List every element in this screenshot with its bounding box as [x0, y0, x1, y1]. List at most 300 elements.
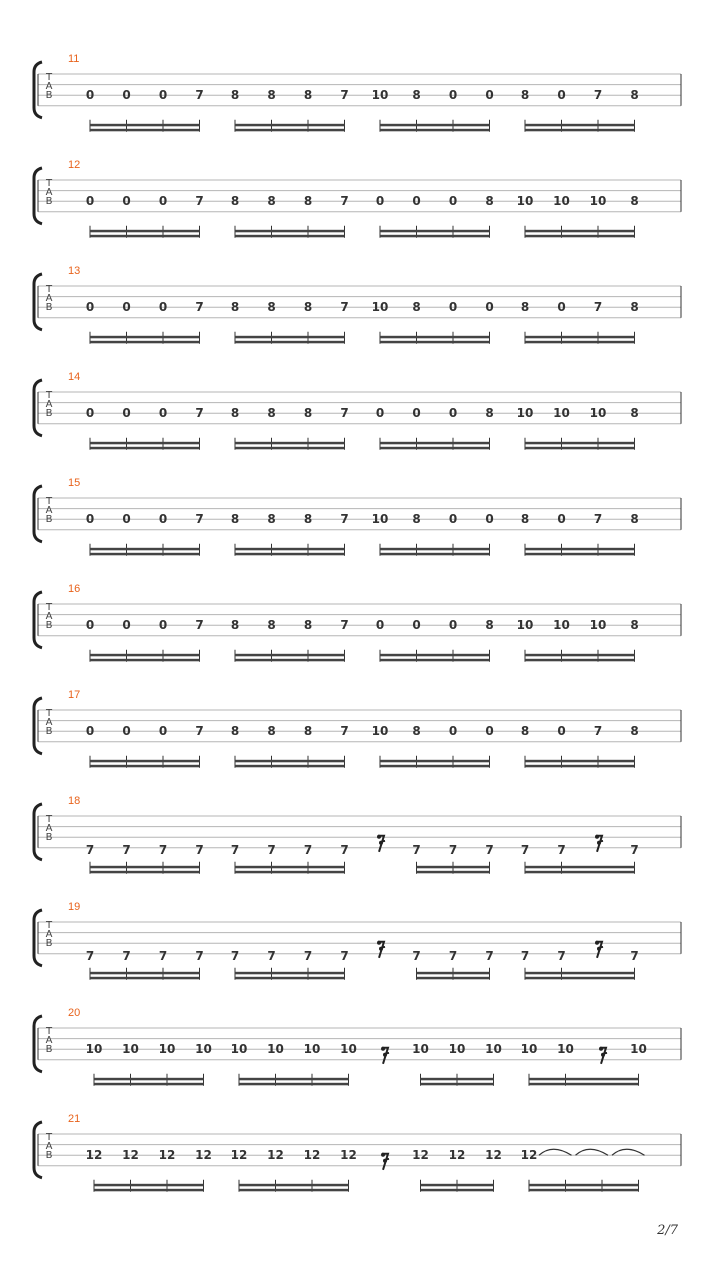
- beam-primary: [235, 129, 345, 132]
- fret-number: 7: [267, 948, 276, 963]
- beam-secondary: [525, 230, 635, 233]
- rest-dot: [597, 947, 601, 951]
- fret-number: 8: [412, 512, 421, 527]
- fret-number: 8: [267, 300, 276, 315]
- rest-dot: [595, 941, 599, 945]
- fret-number: 7: [195, 88, 204, 103]
- fret-number: 7: [630, 842, 639, 857]
- beam-primary: [525, 341, 635, 344]
- tie-arc: [539, 1149, 572, 1155]
- fret-number: 7: [195, 618, 204, 633]
- fret-number: 7: [267, 842, 276, 857]
- measure-number: 15: [68, 477, 81, 489]
- fret-number: 8: [630, 724, 639, 739]
- fret-number: 0: [122, 194, 131, 209]
- fret-number: 8: [230, 88, 240, 103]
- tab-clef-letter: B: [45, 832, 53, 843]
- fret-number: 7: [340, 406, 349, 421]
- fret-number: 10: [158, 1042, 176, 1057]
- beam-primary: [380, 659, 490, 662]
- fret-number: 0: [485, 300, 494, 315]
- fret-number: 0: [448, 88, 458, 103]
- beam-secondary: [90, 972, 200, 975]
- beam-primary: [235, 977, 345, 980]
- fret-number: 8: [230, 618, 240, 633]
- fret-number: 0: [122, 618, 131, 633]
- tab-system: [34, 1007, 681, 1086]
- beam-primary: [235, 871, 345, 874]
- tab-clef-letter: T: [45, 72, 53, 83]
- tab-system: [34, 795, 681, 874]
- fret-number: 0: [375, 406, 385, 421]
- beam-secondary: [380, 442, 490, 445]
- fret-number: 10: [303, 1042, 321, 1057]
- tab-system: [34, 477, 681, 556]
- tab-systems: [34, 53, 681, 1192]
- beam-primary: [525, 977, 635, 980]
- tab-clef-letter: T: [45, 496, 53, 507]
- beam-secondary: [525, 972, 635, 975]
- fret-number: 7: [195, 194, 204, 209]
- fret-number: 0: [448, 300, 458, 315]
- beam-primary: [417, 977, 490, 980]
- tab-clef-letter: T: [45, 178, 53, 189]
- tab-system: [34, 1113, 681, 1192]
- fret-number: 8: [485, 618, 494, 633]
- fret-number: 8: [303, 724, 313, 739]
- fret-number: 10: [371, 300, 389, 315]
- fret-number: 7: [195, 300, 204, 315]
- fret-number: 0: [412, 194, 421, 209]
- fret-number: 0: [122, 406, 131, 421]
- fret-number: 7: [195, 842, 204, 857]
- rest-dot: [595, 835, 599, 839]
- fret-number: 0: [158, 88, 168, 103]
- fret-number: 7: [195, 948, 204, 963]
- tie-arc: [612, 1149, 645, 1155]
- fret-number: 10: [589, 194, 607, 209]
- fret-number: 10: [340, 1042, 357, 1057]
- tab-system: [34, 53, 681, 132]
- fret-number: 8: [267, 194, 276, 209]
- fret-number: 8: [412, 300, 421, 315]
- fret-number: 8: [267, 512, 276, 527]
- fret-number: 0: [448, 406, 458, 421]
- fret-number: 7: [593, 724, 603, 739]
- beam-primary: [90, 235, 200, 238]
- fret-number: 10: [553, 194, 570, 209]
- beam-secondary: [235, 760, 345, 763]
- beam-secondary: [90, 230, 200, 233]
- fret-number: 12: [303, 1148, 321, 1163]
- fret-number: 0: [122, 88, 131, 103]
- beam-secondary: [90, 124, 200, 127]
- beam-primary: [380, 447, 490, 450]
- fret-number: 10: [371, 88, 389, 103]
- tab-system: [34, 159, 681, 238]
- tab-clef-letter: T: [45, 708, 53, 719]
- fret-number: 7: [158, 948, 168, 963]
- fret-number: 7: [122, 842, 131, 857]
- beam-secondary: [529, 1078, 639, 1081]
- beam-primary: [90, 659, 200, 662]
- beam-secondary: [235, 230, 345, 233]
- fret-number: 10: [267, 1042, 284, 1057]
- fret-number: 12: [122, 1148, 139, 1163]
- fret-number: 7: [593, 512, 603, 527]
- beam-secondary: [525, 548, 635, 551]
- fret-number: 7: [340, 300, 349, 315]
- fret-number: 8: [230, 300, 240, 315]
- fret-number: 10: [553, 406, 570, 421]
- measure-number: 13: [68, 265, 81, 277]
- fret-number: 0: [557, 300, 566, 315]
- fret-number: 10: [371, 724, 389, 739]
- fret-number: 7: [158, 842, 168, 857]
- fret-number: 7: [230, 948, 240, 963]
- fret-number: 0: [85, 300, 95, 315]
- fret-number: 8: [630, 618, 639, 633]
- beam-primary: [525, 129, 635, 132]
- fret-number: 8: [230, 724, 240, 739]
- beam-secondary: [529, 1184, 639, 1187]
- tab-clef-letter: A: [45, 1141, 53, 1152]
- fret-number: 0: [85, 618, 95, 633]
- tab-clef-letter: B: [45, 408, 53, 419]
- fret-number: 8: [303, 512, 313, 527]
- fret-number: 0: [375, 194, 385, 209]
- fret-number: 10: [630, 1042, 647, 1057]
- fret-number: 0: [158, 406, 168, 421]
- tab-system: [34, 583, 681, 662]
- measure-number: 14: [68, 371, 81, 383]
- fret-number: 7: [520, 842, 530, 857]
- tab-clef-letter: B: [45, 90, 53, 101]
- rest-dot: [597, 841, 601, 845]
- beam-secondary: [90, 548, 200, 551]
- measure-number: 20: [68, 1007, 81, 1019]
- fret-number: 8: [630, 88, 639, 103]
- beam-secondary: [239, 1078, 349, 1081]
- fret-number: 8: [630, 194, 639, 209]
- fret-number: 0: [158, 512, 168, 527]
- tab-clef-letter: A: [45, 929, 53, 940]
- fret-number: 0: [557, 724, 566, 739]
- fret-number: 0: [122, 300, 131, 315]
- measure-number: 18: [68, 795, 81, 807]
- fret-number: 8: [520, 724, 530, 739]
- fret-number: 7: [520, 948, 530, 963]
- fret-number: 7: [557, 842, 566, 857]
- tab-system: [34, 371, 681, 450]
- fret-number: 0: [485, 724, 494, 739]
- beam-secondary: [525, 442, 635, 445]
- fret-number: 8: [520, 300, 530, 315]
- tab-clef-letter: B: [45, 196, 53, 207]
- beam-primary: [90, 977, 200, 980]
- fret-number: 10: [371, 512, 389, 527]
- fret-number: 12: [230, 1148, 248, 1163]
- beam-secondary: [90, 866, 200, 869]
- fret-number: 10: [122, 1042, 139, 1057]
- beam-secondary: [239, 1184, 349, 1187]
- beam-secondary: [94, 1078, 204, 1081]
- beam-primary: [525, 235, 635, 238]
- fret-number: 0: [448, 512, 458, 527]
- measure-number: 16: [68, 583, 81, 595]
- fret-number: 10: [516, 618, 534, 633]
- beam-primary: [380, 235, 490, 238]
- fret-number: 0: [375, 618, 385, 633]
- beam-primary: [239, 1083, 349, 1086]
- fret-number: 7: [340, 724, 349, 739]
- tab-system: [34, 265, 681, 344]
- beam-secondary: [90, 336, 200, 339]
- tab-clef-letter: T: [45, 1026, 53, 1037]
- tab-clef-letter: A: [45, 293, 53, 304]
- measure-number: 12: [68, 159, 81, 171]
- fret-number: 8: [412, 88, 421, 103]
- fret-number: 7: [412, 948, 421, 963]
- beam-secondary: [380, 654, 490, 657]
- tab-clef-letter: A: [45, 399, 53, 410]
- beam-secondary: [525, 124, 635, 127]
- beam-secondary: [90, 654, 200, 657]
- beam-primary: [380, 341, 490, 344]
- fret-number: 7: [340, 618, 349, 633]
- fret-number: 12: [85, 1148, 103, 1163]
- beam-secondary: [525, 336, 635, 339]
- beam-secondary: [380, 548, 490, 551]
- tab-clef-letter: T: [45, 920, 53, 931]
- fret-number: 10: [516, 406, 534, 421]
- fret-number: 0: [485, 512, 494, 527]
- fret-number: 0: [448, 618, 458, 633]
- fret-number: 12: [412, 1148, 429, 1163]
- fret-number: 12: [340, 1148, 357, 1163]
- beam-primary: [90, 447, 200, 450]
- fret-number: 10: [589, 406, 607, 421]
- beam-primary: [235, 553, 345, 556]
- fret-number: 0: [158, 618, 168, 633]
- beam-secondary: [421, 1078, 494, 1081]
- beam-secondary: [525, 760, 635, 763]
- fret-number: 0: [557, 512, 566, 527]
- fret-number: 10: [448, 1042, 466, 1057]
- fret-number: 7: [412, 842, 421, 857]
- fret-number: 7: [448, 842, 458, 857]
- fret-number: 8: [230, 194, 240, 209]
- fret-number: 7: [122, 948, 131, 963]
- fret-number: 7: [557, 948, 566, 963]
- beam-primary: [525, 553, 635, 556]
- tab-clef-letter: A: [45, 187, 53, 198]
- fret-number: 8: [412, 724, 421, 739]
- beam-primary: [235, 447, 345, 450]
- beam-secondary: [380, 760, 490, 763]
- fret-number: 7: [340, 512, 349, 527]
- beam-primary: [94, 1189, 204, 1192]
- fret-number: 0: [85, 512, 95, 527]
- measure-number: 17: [68, 689, 81, 701]
- beam-primary: [90, 129, 200, 132]
- fret-number: 0: [122, 724, 131, 739]
- fret-number: 12: [485, 1148, 502, 1163]
- fret-number: 7: [303, 948, 313, 963]
- beam-secondary: [525, 654, 635, 657]
- tab-clef-letter: A: [45, 81, 53, 92]
- beam-secondary: [525, 866, 635, 869]
- rest-dot: [381, 1153, 385, 1157]
- fret-number: 12: [195, 1148, 212, 1163]
- fret-number: 7: [485, 842, 494, 857]
- fret-number: 7: [195, 724, 204, 739]
- rest-dot: [381, 1047, 385, 1051]
- beam-secondary: [235, 548, 345, 551]
- fret-number: 10: [520, 1042, 538, 1057]
- rest-dot: [383, 1053, 387, 1057]
- fret-number: 7: [340, 88, 349, 103]
- fret-number: 10: [485, 1042, 502, 1057]
- beam-secondary: [235, 972, 345, 975]
- fret-number: 8: [230, 512, 240, 527]
- beam-primary: [239, 1189, 349, 1192]
- fret-number: 0: [412, 618, 421, 633]
- tab-clef-letter: T: [45, 814, 53, 825]
- fret-number: 7: [630, 948, 639, 963]
- beam-primary: [94, 1083, 204, 1086]
- tab-clef-letter: B: [45, 938, 53, 949]
- tab-clef-letter: T: [45, 284, 53, 295]
- beam-primary: [421, 1189, 494, 1192]
- tab-clef-letter: T: [45, 602, 53, 613]
- fret-number: 7: [303, 842, 313, 857]
- fret-number: 8: [267, 724, 276, 739]
- fret-number: 0: [158, 724, 168, 739]
- tab-clef-letter: A: [45, 1035, 53, 1046]
- fret-number: 10: [195, 1042, 212, 1057]
- measure-number: 19: [68, 901, 81, 913]
- beam-primary: [529, 1189, 639, 1192]
- rest-dot: [383, 1159, 387, 1163]
- beam-secondary: [90, 442, 200, 445]
- beam-secondary: [380, 124, 490, 127]
- rest-dot: [379, 947, 383, 951]
- tab-clef-letter: B: [45, 514, 53, 525]
- beam-primary: [421, 1083, 494, 1086]
- beam-primary: [380, 765, 490, 768]
- beam-primary: [235, 765, 345, 768]
- fret-number: 0: [85, 406, 95, 421]
- tie-arc: [576, 1149, 609, 1155]
- beam-primary: [529, 1083, 639, 1086]
- beam-secondary: [235, 336, 345, 339]
- fret-number: 8: [267, 88, 276, 103]
- fret-number: 7: [195, 512, 204, 527]
- fret-number: 8: [630, 406, 639, 421]
- beam-secondary: [417, 866, 490, 869]
- beam-secondary: [235, 124, 345, 127]
- page-number: 2/7: [657, 1223, 678, 1238]
- fret-number: 10: [230, 1042, 248, 1057]
- beam-primary: [235, 341, 345, 344]
- fret-number: 0: [557, 88, 566, 103]
- fret-number: 7: [195, 406, 204, 421]
- beam-primary: [90, 341, 200, 344]
- beam-secondary: [417, 972, 490, 975]
- beam-primary: [525, 659, 635, 662]
- fret-number: 8: [485, 194, 494, 209]
- beam-secondary: [235, 442, 345, 445]
- fret-number: 0: [485, 88, 494, 103]
- fret-number: 7: [448, 948, 458, 963]
- fret-number: 8: [630, 300, 639, 315]
- fret-number: 8: [230, 406, 240, 421]
- fret-number: 0: [448, 194, 458, 209]
- beam-secondary: [94, 1184, 204, 1187]
- beam-primary: [380, 129, 490, 132]
- beam-secondary: [90, 760, 200, 763]
- tab-system: [34, 689, 681, 768]
- fret-number: 0: [85, 194, 95, 209]
- measure-number: 21: [68, 1113, 81, 1125]
- fret-number: 8: [485, 406, 494, 421]
- rest-dot: [377, 941, 381, 945]
- tab-system: [34, 901, 681, 980]
- fret-number: 0: [122, 512, 131, 527]
- fret-number: 8: [303, 406, 313, 421]
- fret-number: 7: [85, 842, 95, 857]
- beam-primary: [235, 659, 345, 662]
- fret-number: 10: [553, 618, 570, 633]
- fret-number: 7: [230, 842, 240, 857]
- beam-primary: [235, 235, 345, 238]
- beam-primary: [90, 765, 200, 768]
- fret-number: 0: [448, 724, 458, 739]
- beam-primary: [380, 553, 490, 556]
- beam-secondary: [235, 654, 345, 657]
- rest-dot: [377, 835, 381, 839]
- tab-clef-letter: B: [45, 726, 53, 737]
- tab-clef-letter: B: [45, 1150, 53, 1161]
- fret-number: 8: [630, 512, 639, 527]
- tab-clef-letter: B: [45, 620, 53, 631]
- tab-clef-letter: A: [45, 823, 53, 834]
- fret-number: 12: [520, 1148, 538, 1163]
- fret-number: 7: [593, 88, 603, 103]
- fret-number: 10: [516, 194, 534, 209]
- tab-clef-letter: B: [45, 1044, 53, 1055]
- fret-number: 10: [85, 1042, 103, 1057]
- fret-number: 0: [85, 724, 95, 739]
- beam-primary: [90, 871, 200, 874]
- tab-clef-letter: T: [45, 390, 53, 401]
- beam-secondary: [380, 336, 490, 339]
- beam-secondary: [380, 230, 490, 233]
- tab-clef-letter: B: [45, 302, 53, 313]
- fret-number: 12: [267, 1148, 284, 1163]
- beam-primary: [525, 765, 635, 768]
- beam-primary: [417, 871, 490, 874]
- fret-number: 8: [267, 406, 276, 421]
- fret-number: 7: [340, 842, 349, 857]
- fret-number: 8: [303, 88, 313, 103]
- fret-number: 10: [589, 618, 607, 633]
- fret-number: 8: [303, 618, 313, 633]
- fret-number: 10: [412, 1042, 429, 1057]
- fret-number: 8: [303, 194, 313, 209]
- rest-dot: [379, 841, 383, 845]
